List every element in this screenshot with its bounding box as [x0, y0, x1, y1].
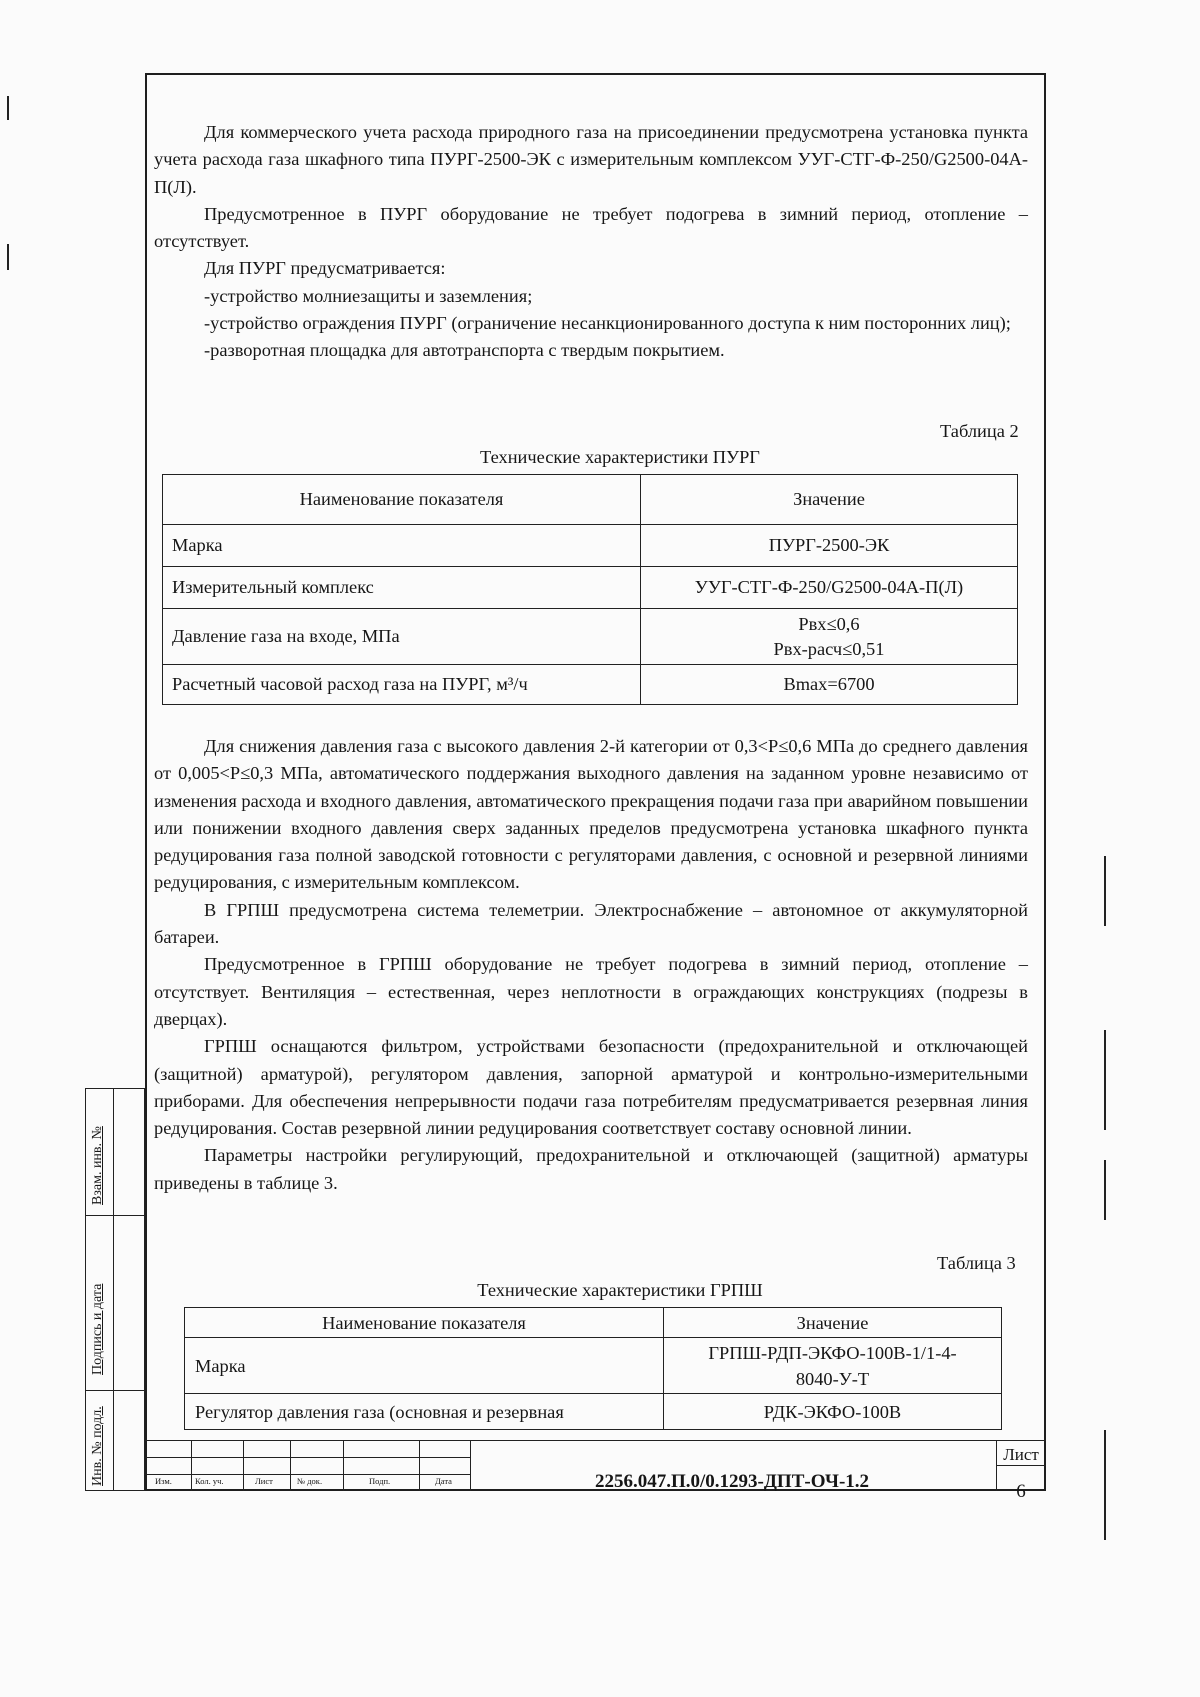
stamp-col-label: № док. — [297, 1476, 323, 1486]
table3-title: Технические характеристики ГРПШ — [477, 1280, 763, 1300]
stamp-col-label: Изм. — [155, 1476, 172, 1486]
paragraph: Предусмотренное в ПУРГ оборудование не требует подогрева в зимний период, отопление – отсутствует. — [154, 203, 1028, 252]
cell-value: ПУРГ-2500-ЭК — [641, 525, 1018, 567]
header-cell: Наименование показателя — [185, 1308, 664, 1338]
side-label-podpis: Подпись и дата — [90, 1283, 105, 1375]
paragraph: -разворотная площадка для автотранспорта с твердым покрытием. — [204, 340, 725, 361]
header-cell: Значение — [641, 475, 1018, 525]
table3 — [184, 1307, 1002, 1430]
table-header-row — [163, 475, 1018, 525]
scan-mark — [7, 96, 9, 120]
cell-name: Расчетный часовой расход газа на ПУРГ, м³/ч — [163, 665, 641, 705]
scan-mark — [1104, 1430, 1106, 1540]
table2-title: Технические характеристики ПУРГ — [480, 447, 760, 467]
side-label-vzam: Взам. инв. № — [90, 1126, 105, 1205]
cell-value — [664, 1338, 1002, 1394]
table2-label: Таблица 2 — [940, 421, 1019, 441]
cell-name: Марка — [163, 525, 641, 567]
cell-value-line: 8040-У-Т — [795, 1368, 870, 1389]
paragraph: Для коммерческого учета расхода природного газа на присоединении предусмотрена установка пункта учета расхода газа шкафного типа ПУРГ-2500-ЭК с измерительным комплексом УУГ-СТГ-Ф-250/G2500-04А-П(Л). — [154, 122, 1028, 197]
table-row — [163, 609, 1018, 665]
cell-value — [641, 609, 1018, 665]
paragraph: -устройство ограждения ПУРГ (ограничение несанкционированного доступа к ним посторонних лиц); — [204, 313, 1011, 334]
table2 — [162, 474, 1018, 705]
cell-value-line: Pвх≤0,6 — [798, 613, 860, 634]
scan-mark — [1104, 1030, 1106, 1130]
sheet-label: Лист — [1003, 1445, 1039, 1464]
cell-value-line: ГРПШ-РДП-ЭКФО-100В-1/1-4- — [708, 1342, 957, 1363]
stamp-col-label: Кол. уч. — [195, 1476, 224, 1486]
side-label-inv: Инв. № подл. — [90, 1406, 105, 1486]
cell-value: РДК-ЭКФО-100В — [664, 1394, 1002, 1430]
cell-value: УУГ-СТГ-Ф-250/G2500-04А-П(Л) — [641, 567, 1018, 609]
paragraph: Для снижения давления газа с высокого давления 2-й категории от 0,3<P≤0,6 МПа до среднего давления от 0,005<P≤0,3 МПа, автоматического поддержания выходного давления на заданном уровне независимо от изменения расхода и входного давления, автоматического прекращения подачи газа при аварийном повышении или понижении входного давления сверх заданных пределов предусмотрена установка шкафного пункта редуцирования газа полной заводской готовности с регуляторами давления, с основной и резервной линиями редуцирования, с измерительным комплексом. — [154, 736, 1028, 893]
paragraph: Предусмотренное в ГРПШ оборудование не требует подогрева в зимний период, отопление – отсутствует. Вентиляция – естественная, через неплотности в ограждающих конструкциях (подрезы в дверцах). — [154, 954, 1028, 1029]
stamp-col-label: Подп. — [369, 1476, 391, 1486]
cell-value-line: Pвх-расч≤0,51 — [773, 638, 885, 659]
scan-mark — [1104, 856, 1106, 926]
cell-name: Регулятор давления газа (основная и резервная — [185, 1394, 664, 1430]
paragraph: Параметры настройки регулирующий, предохранительной и отключающей (защитной) арматуры приведены в таблице 3. — [154, 1145, 1028, 1193]
cell-value: Bmax=6700 — [641, 665, 1018, 705]
body-text — [154, 733, 1028, 1197]
table-header-row — [185, 1308, 1002, 1338]
paragraph: В ГРПШ предусмотрена система телеметрии. Электроснабжение – автономное от аккумуляторной батареи. — [154, 899, 1028, 948]
stamp-col-label: Дата — [435, 1476, 452, 1486]
paragraph: -устройство молниезащиты и заземления; — [204, 285, 533, 306]
table-row — [185, 1338, 1002, 1394]
document-number: 2256.047.П.0/0.1293-ДПТ-ОЧ-1.2 — [594, 1471, 870, 1492]
table-row — [163, 665, 1018, 705]
cell-name: Измерительный комплекс — [163, 567, 641, 609]
table3-label: Таблица 3 — [937, 1253, 1016, 1273]
cell-name: Давление газа на входе, МПа — [163, 609, 641, 665]
header-cell: Наименование показателя — [163, 475, 641, 525]
table-row — [163, 525, 1018, 567]
header-cell: Значение — [664, 1308, 1002, 1338]
paragraph: ГРПШ оснащаются фильтром, устройствами безопасности (предохранительной и отключающей (защитной) арматурой), регулятором давления, запорной арматурой и контрольно-измерительными приборами. Для обеспечения непрерывности подачи газа потребителям предусматривается резервная линия редуцирования. Состав резервной линии редуцирования соответствует составу основной линии. — [154, 1036, 1028, 1139]
cell-name: Марка — [185, 1338, 664, 1394]
stamp-col-label: Лист — [255, 1476, 273, 1486]
table-row — [185, 1394, 1002, 1430]
paragraph: Для ПУРГ предусматривается: — [204, 258, 446, 279]
scan-mark — [7, 244, 9, 270]
sheet-number: 6 — [1016, 1481, 1026, 1502]
scan-mark — [1104, 1160, 1106, 1220]
intro-text — [154, 119, 1028, 365]
table-row — [163, 567, 1018, 609]
